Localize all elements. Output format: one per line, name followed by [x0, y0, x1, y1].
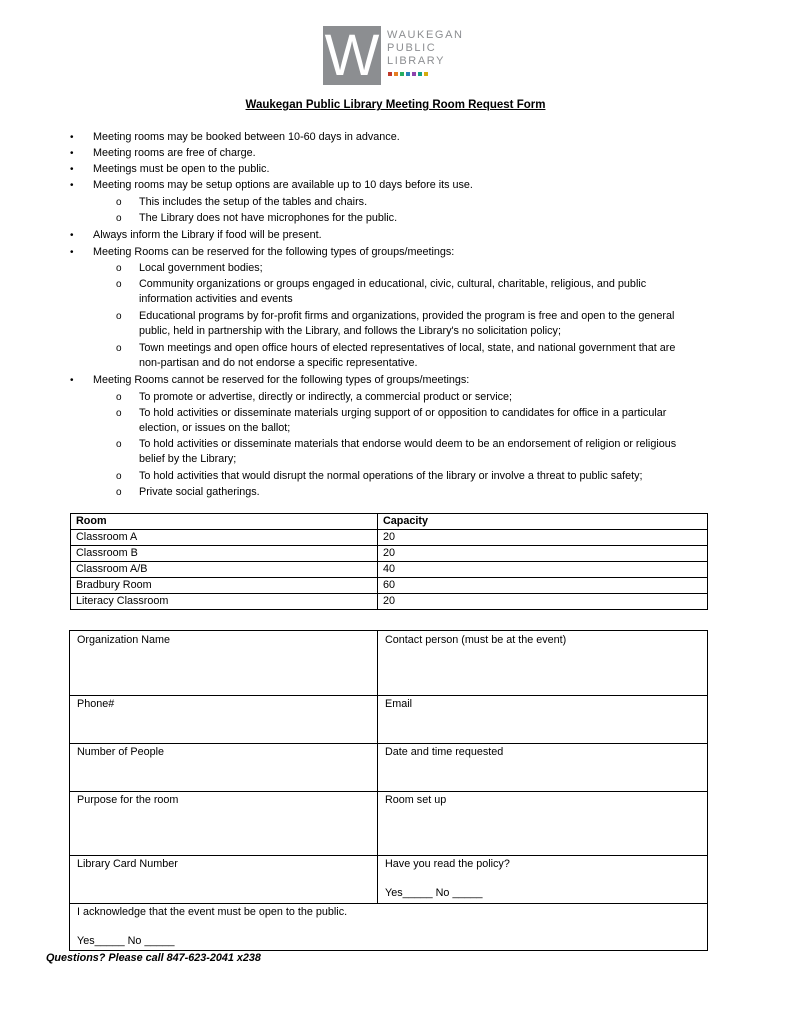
policy-subitem: Community organizations or groups engaged in educational, civic, cultural, charitable, religious, and public [139, 278, 647, 290]
logo-dot [400, 72, 404, 76]
number-of-people-field[interactable] [70, 743, 377, 791]
field-label: Phone# [77, 698, 115, 710]
field-label: Have you read the policy? [385, 858, 510, 870]
sub-bullet-icon: o [116, 263, 122, 274]
logo-dot [418, 72, 422, 76]
sub-bullet-icon: o [116, 439, 122, 450]
field-label: Number of People [77, 746, 165, 758]
policy-subitem: To hold activities that would disrupt the normal operations of the library or involve a threat to public safety; [139, 470, 643, 482]
sub-bullet-icon: o [116, 213, 122, 224]
table-row [71, 546, 708, 562]
room-name: Classroom A [71, 530, 378, 546]
field-label: Room set up [385, 794, 447, 806]
logo-line2: PUBLIC [387, 42, 437, 54]
sub-bullet-icon: o [116, 392, 122, 403]
table-row [71, 594, 708, 610]
policy-subitem-cont: belief by the Library; [139, 453, 237, 465]
policy-item: Meeting rooms may be booked between 10-60 days in advance. [93, 131, 400, 143]
logo-letter: W [324, 23, 380, 88]
room-capacity: 20 [378, 530, 708, 546]
room-name: Literacy Classroom [71, 594, 378, 610]
table-row [71, 578, 708, 594]
acknowledge-field[interactable] [70, 903, 707, 951]
policy-subitem: To hold activities or disseminate materials that endorse would deem to be an endorsement of religion or religious [139, 438, 677, 450]
field-label: Library Card Number [77, 858, 178, 870]
column-header-room: Room [71, 514, 378, 530]
phone-field[interactable] [70, 695, 377, 743]
policy-subitem: Educational programs by for-profit firms and organizations, provided the program is free and open to the general [139, 310, 675, 322]
library-logo [323, 23, 471, 88]
policy-item: Always inform the Library if food will be present. [93, 229, 322, 241]
room-name: Classroom B [71, 546, 378, 562]
policy-subitem: The Library does not have microphones for the public. [139, 212, 398, 224]
column-header-capacity: Capacity [378, 514, 708, 530]
email-field[interactable] [378, 695, 707, 743]
policy-item: Meetings must be open to the public. [93, 163, 270, 175]
policy-subitem-cont: public, held in partnership with the Library, and follows the Library's no solicitation policy; [139, 325, 561, 337]
bullet-icon: • [70, 132, 74, 143]
policy-subitem: This includes the setup of the tables and chairs. [139, 196, 368, 208]
sub-bullet-icon: o [116, 197, 122, 208]
policy-subitem: To hold activities or disseminate materials urging support of or opposition to candidates for office in a particular [139, 407, 667, 419]
policy-item: Meeting Rooms cannot be reserved for the following types of groups/meetings: [93, 374, 470, 386]
policy-read-field[interactable] [378, 855, 707, 903]
request-form [69, 630, 708, 951]
bullet-icon: • [70, 247, 74, 258]
policy-item: Meeting Rooms can be reserved for the following types of groups/meetings: [93, 246, 455, 258]
table-header-row [71, 514, 708, 530]
logo-color-dots [388, 72, 428, 76]
sub-bullet-icon: o [116, 471, 122, 482]
acknowledge-yes-no[interactable]: Yes_____ No _____ [77, 935, 175, 947]
room-name: Classroom A/B [71, 562, 378, 578]
contact-person-field[interactable] [378, 631, 707, 695]
room-setup-field[interactable] [378, 791, 707, 855]
field-label: I acknowledge that the event must be open to the public. [77, 906, 348, 918]
field-label: Email [385, 698, 412, 710]
form-title: Waukegan Public Library Meeting Room Request Form [245, 99, 546, 111]
table-row [71, 530, 708, 546]
bullet-icon: • [70, 230, 74, 241]
logo-dot [394, 72, 398, 76]
room-capacity: 60 [378, 578, 708, 594]
field-label: Date and time requested [385, 746, 504, 758]
policy-subitem-cont: non-partisan and do not endorse a specific representative. [139, 357, 418, 369]
bullet-icon: • [70, 180, 74, 191]
questions-contact: Questions? Please call 847-623-2041 x238 [46, 952, 261, 964]
bullet-icon: • [70, 164, 74, 175]
sub-bullet-icon: o [116, 279, 122, 290]
logo-line1: WAUKEGAN [387, 29, 464, 41]
logo-dot [412, 72, 416, 76]
room-name: Bradbury Room [71, 578, 378, 594]
policy-item: Meeting rooms may be setup options are available up to 10 days before its use. [93, 179, 473, 191]
bullet-icon: • [70, 148, 74, 159]
policy-subitem: Private social gatherings. [139, 486, 260, 498]
policy-subitem: To promote or advertise, directly or indirectly, a commercial product or service; [139, 391, 513, 403]
sub-bullet-icon: o [116, 487, 122, 498]
policy-subitem-cont: information activities and events [139, 293, 293, 305]
logo-dot [424, 72, 428, 76]
field-label: Contact person (must be at the event) [385, 634, 567, 646]
room-capacity: 40 [378, 562, 708, 578]
policy-subitem-cont: election, or issues on the ballot; [139, 422, 291, 434]
library-card-field[interactable] [70, 855, 377, 903]
sub-bullet-icon: o [116, 408, 122, 419]
bullet-icon: • [70, 375, 74, 386]
room-capacity: 20 [378, 546, 708, 562]
date-time-field[interactable] [378, 743, 707, 791]
logo-dot [406, 72, 410, 76]
policy-item: Meeting rooms are free of charge. [93, 147, 256, 159]
policy-subitem: Local government bodies; [139, 262, 263, 274]
policy-subitem: Town meetings and open office hours of elected representatives of local, state, and national government that are [139, 342, 676, 354]
logo-dot [388, 72, 392, 76]
organization-name-field[interactable] [70, 631, 377, 695]
field-label: Purpose for the room [77, 794, 179, 806]
field-label: Organization Name [77, 634, 171, 646]
sub-bullet-icon: o [116, 343, 122, 354]
room-capacity: 20 [378, 594, 708, 610]
purpose-field[interactable] [70, 791, 377, 855]
sub-bullet-icon: o [116, 311, 122, 322]
table-row [71, 562, 708, 578]
logo-line3: LIBRARY [387, 55, 446, 67]
logo-text [387, 29, 464, 68]
policy-yes-no[interactable]: Yes_____ No _____ [385, 887, 483, 899]
rooms-table [70, 513, 708, 610]
